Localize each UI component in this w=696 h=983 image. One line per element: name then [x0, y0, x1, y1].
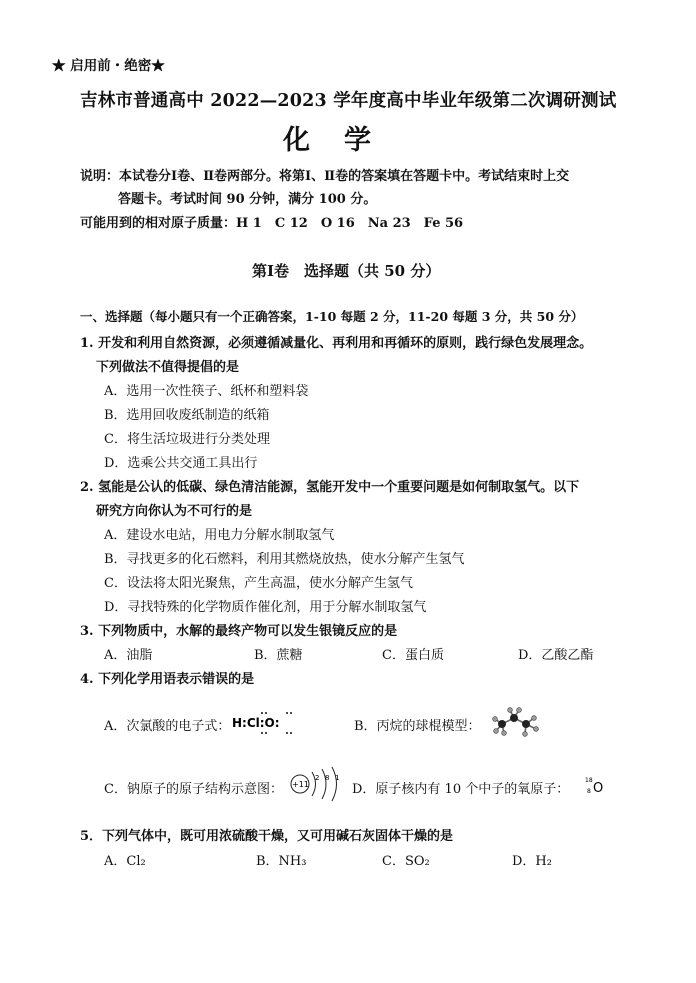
q4-option-c: C．钠原子的原子结构示意图： — [104, 782, 283, 797]
atomic-masses: 可能用到的相对原子质量：H 1 C 12 O 16 Na 23 Fe 56 — [80, 216, 464, 231]
q1-option-c: C．将生活垃圾进行分类处理 — [104, 432, 270, 447]
q2-option-a: A．建设水电站，用电力分解水制取氢气 — [104, 528, 335, 543]
part1-title: 第Ⅰ卷 选择题（共 50 分） — [252, 262, 441, 280]
mass-number: 18 — [585, 777, 593, 784]
section-heading: 一、选择题（每小题只有一个正确答案，1-10 每题 2 分，11-20 每题 3 分，共 50 分） — [80, 309, 584, 324]
q2-option-c: C．设法将太阳光聚焦，产生高温，使水分解产生氢气 — [104, 576, 413, 591]
shell-2-count: 8 — [325, 774, 330, 782]
shell-3-count: 1 — [335, 774, 340, 782]
q2-option-d: D．寻找特殊的化学物质作催化剂，用于分解水制取氢气 — [104, 600, 427, 615]
q5-option-b: B．NH₃ — [256, 854, 307, 869]
confidential-label: ★ 启用前・绝密★ — [52, 58, 165, 74]
instructions-line2: 答题卡。考试时间 90 分钟，满分 100 分。 — [118, 192, 377, 207]
q4-option-d: D．原子核内有 10 个中子的氧原子： — [352, 782, 570, 797]
q5-option-c: C．SO₂ — [382, 854, 430, 869]
q5-stem: 5．下列气体中，既可用浓硫酸干燥，又可用碱石灰固体干燥的是 — [80, 829, 454, 844]
nucleus-charge: +11 — [292, 780, 309, 789]
q4-hclo-electron-formula — [232, 709, 310, 735]
q3-option-d: D．乙酸乙酯 — [518, 648, 594, 663]
exam-title: 吉林市普通高中 2022—2023 学年度高中毕业年级第二次调研测试 — [80, 91, 617, 111]
electron-formula-drawing — [232, 709, 310, 735]
q1-option-a: A．选用一次性筷子、纸杯和塑料袋 — [104, 384, 309, 399]
q4-option-b: B．丙烷的球棍模型： — [354, 719, 481, 734]
subject-title: 化学 — [283, 125, 405, 156]
q1-stem-line2: 下列做法不值得提倡的是 — [96, 360, 240, 375]
sodium-atom-structure-diagram — [286, 766, 348, 802]
q1-option-d: D．选乘公共交通工具出行 — [104, 456, 258, 471]
q4-option-a: A．次氯酸的电子式： — [104, 719, 231, 734]
q1-stem-line1: 1. 开发和利用自然资源，必须遵循减量化、再利用和再循环的原则，践行绿色发展理念。 — [80, 336, 593, 351]
q1-option-b: B．选用回收废纸制造的纸箱 — [104, 408, 270, 423]
q3-option-a: A．油脂 — [104, 648, 153, 663]
atomic-number: 8 — [587, 788, 591, 795]
q2-option-b: B．寻找更多的化石燃料，利用其燃烧放热，使水分解产生氢气 — [104, 552, 465, 567]
q3-stem: 3. 下列物质中，水解的最终产物可以发生银镜反应的是 — [80, 624, 398, 639]
q2-stem-line2: 研究方向你认为不可行的是 — [96, 504, 253, 519]
q3-option-c: C．蛋白质 — [382, 648, 444, 663]
shell-1-count: 2 — [315, 774, 320, 782]
instructions-line1: 说明：本试卷分Ⅰ卷、Ⅱ卷两部分。将第Ⅰ、Ⅱ卷的答案填在答题卡中。考试结束时上交 — [80, 169, 570, 184]
q5-option-a: A．Cl₂ — [104, 854, 146, 869]
q4-stem: 4. 下列化学用语表示错误的是 — [80, 672, 255, 687]
propane-ball-stick-model-icon — [492, 707, 540, 737]
electron-formula-text: H:Cl:O: — [232, 716, 280, 730]
q3-option-b: B．蔗糖 — [254, 648, 303, 663]
oxygen-isotope-notation — [584, 774, 606, 798]
q5-option-d: D．H₂ — [512, 854, 552, 869]
q2-stem-line1: 2. 氢能是公认的低碳、绿色清洁能源，氢能开发中一个重要问题是如何制取氢气。以下 — [80, 480, 580, 495]
element-symbol: O — [593, 781, 604, 796]
